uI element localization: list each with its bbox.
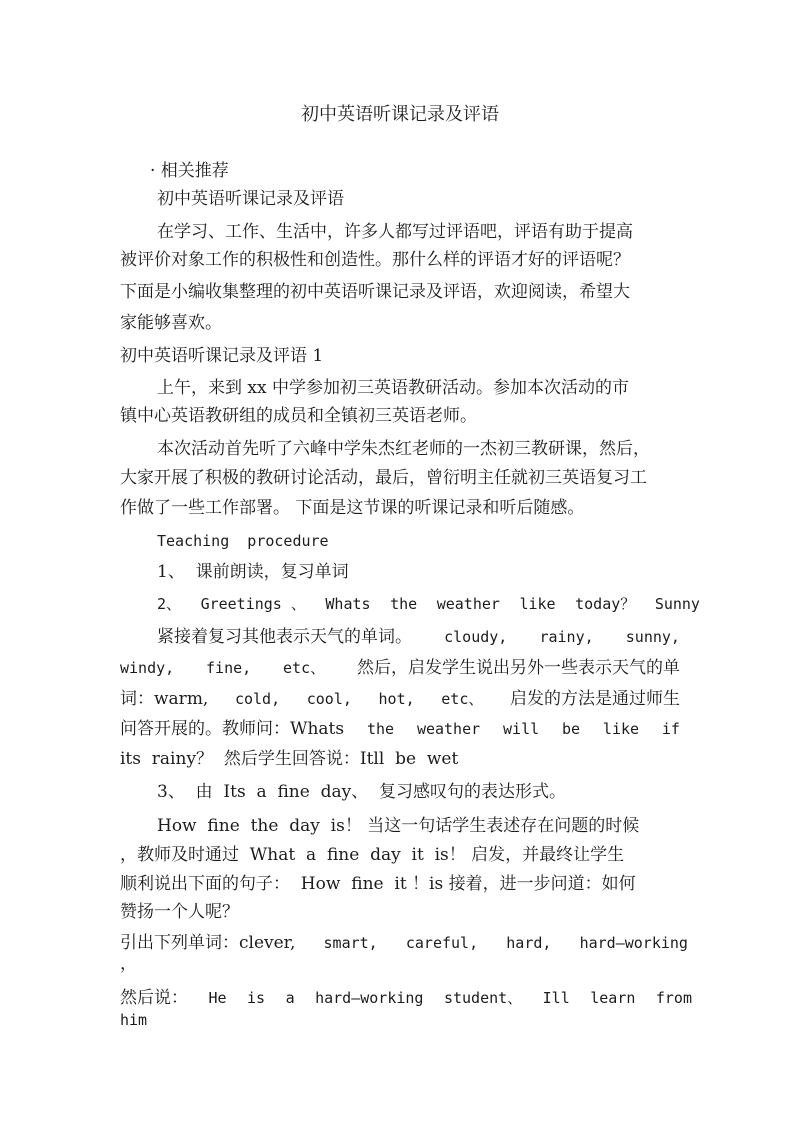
para3-word: etc、: [283, 659, 326, 677]
para3-word: cold,: [234, 690, 281, 708]
para6-word: learn: [590, 989, 636, 1007]
para6-word: He: [208, 989, 227, 1007]
step2-word: weather: [436, 595, 500, 613]
para5-line-2: ，: [120, 954, 137, 974]
para1-line-2: 镇中心英语教研组的成员和全镇初三英语老师。: [120, 406, 477, 426]
step2-word: Whats: [325, 595, 371, 613]
step2-word: the: [390, 595, 418, 613]
para6-text: 然后说：: [120, 988, 188, 1008]
para4-line-3: 顺利说出下面的句子： How fine it ！is 接着，进一步问道：如何: [120, 874, 636, 894]
para3-line-2: [120, 657, 680, 679]
para3-word: rainy,: [539, 628, 594, 646]
section-heading: 初中英语听课记录及评语 1: [120, 346, 324, 366]
para3-word: cloudy,: [444, 628, 508, 646]
para5-line-1: [120, 932, 688, 954]
para4-line-4: 赞扬一个人呢？: [120, 902, 239, 922]
para6-line-1: [120, 987, 692, 1009]
intro-line-3: 下面是小编收集整理的初中英语听课记录及评语，欢迎阅读，希望大: [120, 282, 630, 302]
para3-word: will: [503, 720, 540, 738]
step-1: 1、 课前朗读，复习单词: [157, 562, 349, 582]
para3-text: 启发的方法是通过师生: [510, 689, 680, 709]
para5-text: 引出下列单词：clever,: [120, 933, 296, 953]
para6-word: is: [247, 989, 266, 1007]
para3-word: etc、: [441, 690, 484, 708]
para3-word: the: [366, 720, 395, 738]
para3-word: windy,: [120, 659, 175, 677]
para3-text: 问答开展的。教师问：Whats: [120, 719, 345, 739]
document-title: 初中英语听课记录及评语: [301, 104, 499, 125]
teaching-procedure: Teaching procedure: [157, 532, 329, 550]
recommend-label: · 相关推荐: [150, 161, 229, 181]
para3-word: weather: [416, 720, 481, 738]
para1-line-1: 上午，来到 xx 中学参加初三英语教研活动。参加本次活动的市: [157, 378, 629, 398]
step2-word: today？: [575, 595, 636, 613]
para5-word: smart,: [323, 934, 378, 952]
para2-line-3: 作做了一些工作部署。 下面是这节课的听课记录和听后随感。: [120, 498, 585, 518]
step-2: [157, 593, 700, 615]
para3-line-1: [157, 626, 680, 648]
para6-word: a: [285, 989, 295, 1007]
step2-word: 2、: [157, 595, 182, 613]
para2-line-2: 大家开展了积极的教研讨论活动，最后，曾衍明主任就初三英语复习工: [120, 468, 647, 488]
intro-line-2: 被评价对象工作的积极性和创造性。那什么样的评语才好的评语呢？: [120, 250, 630, 270]
para6-word: student、: [443, 989, 523, 1007]
para5-word: careful,: [405, 934, 479, 952]
para6-word: Ill: [542, 989, 570, 1007]
intro-line-1: 在学习、工作、生活中，许多人都写过评语吧，评语有助于提高: [157, 222, 633, 242]
para3-word: hot,: [378, 690, 415, 708]
para3-line-4: [120, 718, 680, 740]
step2-word: Sunny: [654, 595, 700, 613]
para3-text: 然后，启发学生说出另外一些表示天气的单: [356, 658, 680, 678]
para6-word: from: [655, 989, 692, 1007]
step-3: 3、 由 Its a fine day、 复习感叹句的表达形式。: [157, 782, 567, 802]
para3-text: 词：warm,: [120, 689, 209, 709]
para6-line-2: him: [120, 1011, 148, 1029]
para4-line-2: ，教师及时通过 What a fine day it is！ 启发，并最终让学生: [120, 845, 625, 865]
para3-line-3: [120, 688, 680, 710]
para3-text: 紧接着复习其他表示天气的单词。: [157, 627, 412, 647]
para3-word: be: [562, 720, 581, 738]
para3-word: if: [661, 720, 680, 738]
para3-word: fine,: [206, 659, 252, 677]
para5-word: hard,: [506, 934, 552, 952]
para4-line-1: How fine the day is！ 当这一句话学生表述存在问题的时候: [157, 816, 640, 836]
para3-word: sunny,: [625, 628, 680, 646]
para2-line-1: 本次活动首先听了六峰中学朱杰红老师的一杰初三教研课，然后，: [157, 439, 650, 459]
para3-word: cool,: [306, 690, 352, 708]
para3-word: like: [602, 720, 640, 738]
para6-word: hard—working: [315, 989, 424, 1007]
subtitle: 初中英语听课记录及评语: [157, 189, 344, 209]
step2-word: like: [519, 595, 556, 613]
step2-word: Greetings 、: [200, 595, 306, 613]
para3-line-5: its rainy？ 然后学生回答说：Itll be wet: [120, 749, 459, 769]
intro-line-4: 家能够喜欢。: [120, 313, 222, 333]
para5-word: hard—working: [579, 934, 688, 952]
